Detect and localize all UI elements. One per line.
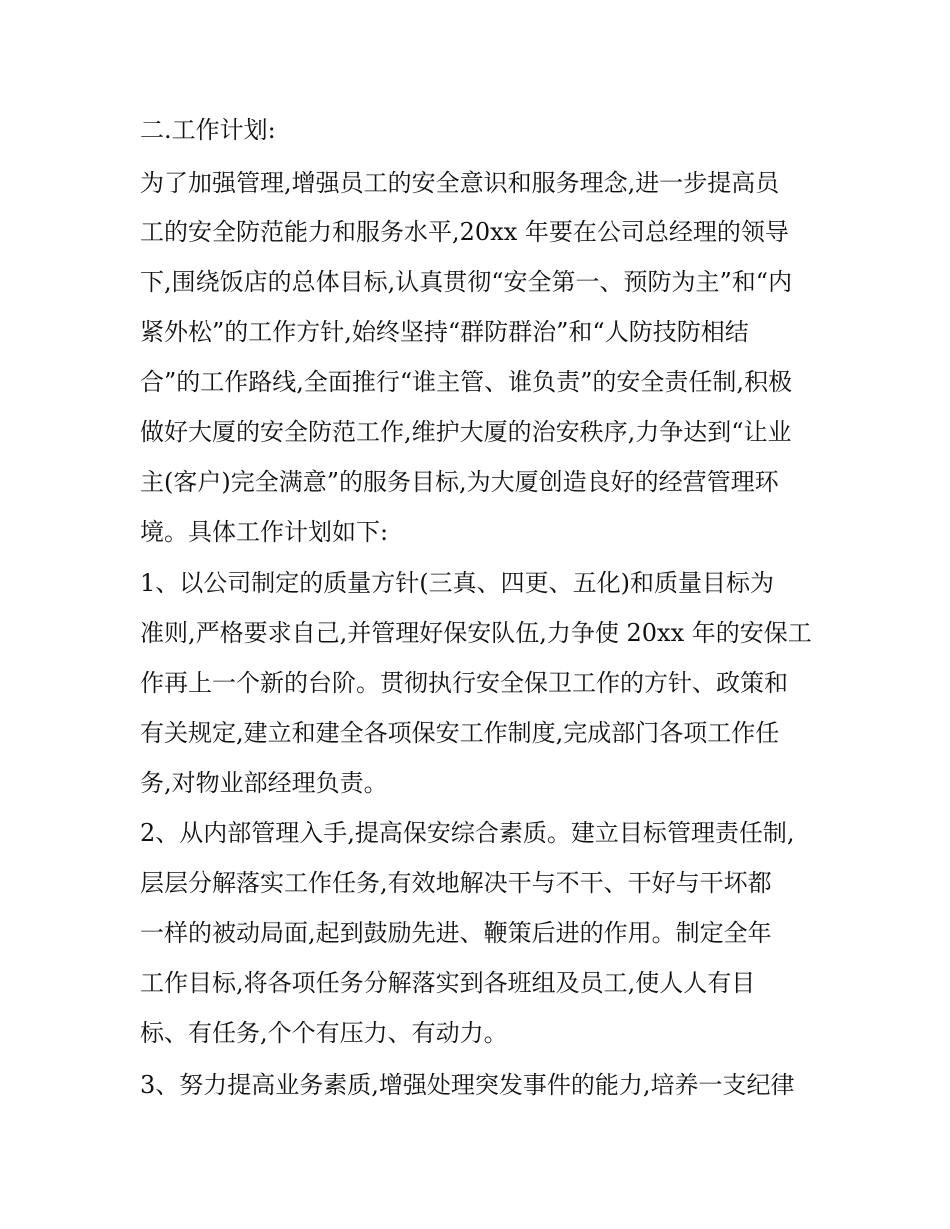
text-line: 1、以公司制定的质量方针(三真、四更、五化)和质量目标为 xyxy=(140,569,774,597)
text-line: 紧外松”的工作方针,始终坚持“群防群治”和“人防技防相结 xyxy=(140,318,749,346)
text-line: 工的安全防范能力和服务水平,20xx 年要在公司总经理的领导 xyxy=(140,218,789,246)
text-line: 准则,严格要求自己,并管理好保安队伍,力争使 20xx 年的安保工 xyxy=(140,619,812,647)
text-line: 务,对物业部经理负责。 xyxy=(140,769,388,797)
text-line: 境。具体工作计划如下: xyxy=(140,518,389,546)
text-line: 下,围绕饭店的总体目标,认真贯彻“安全第一、预防为主”和“内 xyxy=(140,268,793,296)
text-line: 2、从内部管理入手,提高保安综合素质。建立目标管理责任制, xyxy=(140,819,795,847)
text-line: 标、有任务,个个有压力、有动力。 xyxy=(140,1019,508,1047)
text-line: 一样的被动局面,起到鼓励先进、鞭策后进的作用。制定全年 xyxy=(140,919,772,947)
text-line: 3、努力提高业务素质,增强处理突发事件的能力,培养一支纪律 xyxy=(140,1071,795,1099)
text-line: 主(客户)完全满意”的服务目标,为大厦创造良好的经营管理环 xyxy=(140,468,779,496)
text-line: 合”的工作路线,全面推行“谁主管、谁负责”的安全责任制,积极 xyxy=(140,368,793,396)
text-line: 有关规定,建立和建全各项保安工作制度,完成部门各项工作任 xyxy=(140,719,780,747)
text-line: 层层分解落实工作任务,有效地解决干与不干、干好与干坏都 xyxy=(140,869,772,897)
section-heading: 二.工作计划: xyxy=(140,116,276,144)
text-line: 做好大厦的安全防范工作,维护大厦的治安秩序,力争达到“让业 xyxy=(140,418,792,446)
text-line: 作再上一个新的台阶。贯彻执行安全保卫工作的方针、政策和 xyxy=(140,669,788,697)
text-line: 工作目标,将各项任务分解落实到各班组及员工,使人人有目 xyxy=(140,969,756,997)
text-line: 为了加强管理,增强员工的安全意识和服务理念,进一步提高员 xyxy=(140,169,780,197)
